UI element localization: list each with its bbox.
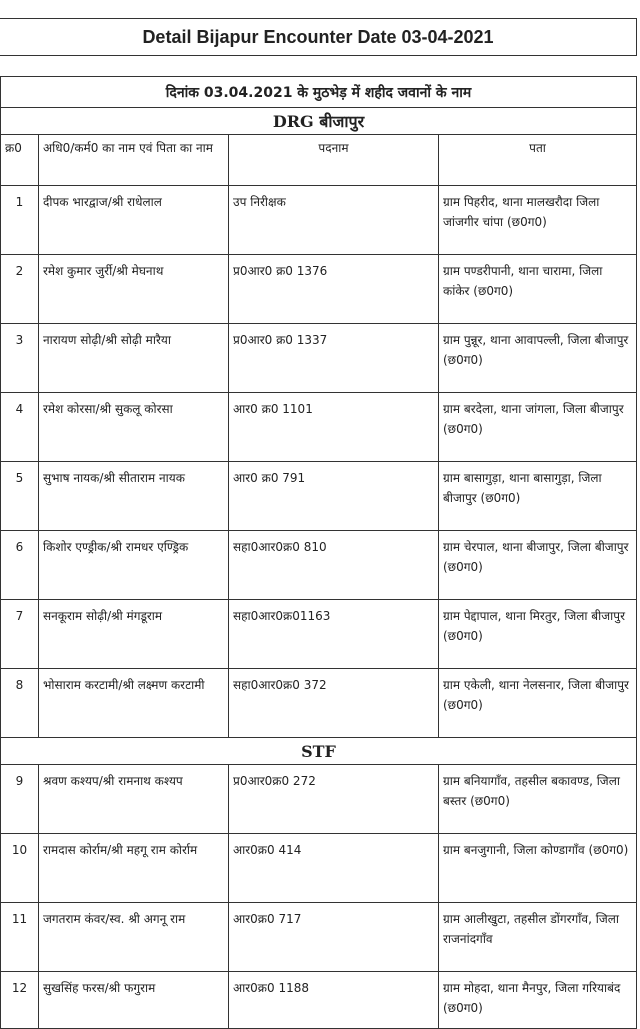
cell-name: सनकूराम सोढ़ी/श्री मंगडूराम (39, 600, 229, 669)
table-row (1, 669, 637, 738)
cell-name: जगतराम कंवर/स्व. श्री अगनू राम (39, 903, 229, 972)
column-header-address: पता (439, 135, 637, 186)
cell-name: सुभाष नायक/श्री सीताराम नायक (39, 462, 229, 531)
cell-name: किशोर एण्ड्रीक/श्री रामधर एण्ड्रिक (39, 531, 229, 600)
table-row (1, 600, 637, 669)
cell-serial-number: 3 (1, 324, 39, 393)
column-header-designation: पदनाम (229, 135, 439, 186)
cell-serial-number: 11 (1, 903, 39, 972)
cell-name: रमेश कुमार जुर्री/श्री मेघनाथ (39, 255, 229, 324)
section-unit-label: DRG बीजापुर (1, 108, 637, 135)
martyrs-table (0, 76, 637, 1029)
cell-serial-number: 6 (1, 531, 39, 600)
table-row (1, 324, 637, 393)
cell-serial-number: 5 (1, 462, 39, 531)
column-header-sn: क्र0 (1, 135, 39, 186)
cell-address: ग्राम पिहरीद, थाना मालखरौदा जिला जांजगीर चांपा (छ0ग0) (439, 186, 637, 255)
table-row (1, 972, 637, 1029)
cell-serial-number: 7 (1, 600, 39, 669)
cell-designation: आर0क्र0 414 (229, 834, 439, 903)
table-subtitle: दिनांक 03.04.2021 के मुठभेड़ में शहीद जवानों के नाम (1, 77, 637, 108)
table-row (1, 765, 637, 834)
cell-address: ग्राम बरदेला, थाना जांगला, जिला बीजापुर (छ0ग0) (439, 393, 637, 462)
cell-serial-number: 1 (1, 186, 39, 255)
cell-designation: आर0क्र0 717 (229, 903, 439, 972)
cell-serial-number: 2 (1, 255, 39, 324)
table-row (1, 393, 637, 462)
cell-name: रमेश कोरसा/श्री सुकलू कोरसा (39, 393, 229, 462)
cell-address: ग्राम एकेली, थाना नेलसनार, जिला बीजापुर (छ0ग0) (439, 669, 637, 738)
table-row (1, 186, 637, 255)
table-row (1, 903, 637, 972)
cell-designation: आर0क्र0 1188 (229, 972, 439, 1029)
cell-name: नारायण सोढ़ी/श्री सोढ़ी मारैया (39, 324, 229, 393)
cell-name: श्रवण कश्यप/श्री रामनाथ कश्यप (39, 765, 229, 834)
column-header-name: अधि0/कर्म0 का नाम एवं पिता का नाम (39, 135, 229, 186)
document-title: Detail Bijapur Encounter Date 03-04-2021 (0, 18, 637, 56)
cell-designation: प्र0आर0 क्र0 1376 (229, 255, 439, 324)
cell-address: ग्राम पण्डरीपानी, थाना चारामा, जिला कांकेर (छ0ग0) (439, 255, 637, 324)
cell-designation: प्र0आर0क्र0 272 (229, 765, 439, 834)
table-heading-row (1, 77, 637, 108)
cell-designation: आर0 क्र0 1101 (229, 393, 439, 462)
cell-address: ग्राम आलीखुटा, तहसील डोंगरगाँव, जिला राजनांदगाँव (439, 903, 637, 972)
cell-designation: सहा0आर0क्र01163 (229, 600, 439, 669)
cell-address: ग्राम पेद्दापाल, थाना मिरतुर, जिला बीजापुर (छ0ग0) (439, 600, 637, 669)
section-header-drg (1, 108, 637, 135)
cell-address: ग्राम पुन्नूर, थाना आवापल्ली, जिला बीजापुर (छ0ग0) (439, 324, 637, 393)
cell-address: ग्राम बनजुगानी, जिला कोण्डागाँव (छ0ग0) (439, 834, 637, 903)
cell-address: ग्राम बनियागाँव, तहसील बकावण्ड, जिला बस्तर (छ0ग0) (439, 765, 637, 834)
cell-address: ग्राम बासागुड़ा, थाना बासागुड़ा, जिला बीजापुर (छ0ग0) (439, 462, 637, 531)
cell-serial-number: 8 (1, 669, 39, 738)
cell-address: ग्राम मोहदा, थाना मैनपुर, जिला गरियाबंद (छ0ग0) (439, 972, 637, 1029)
table-row (1, 255, 637, 324)
cell-serial-number: 10 (1, 834, 39, 903)
cell-designation: सहा0आर0क्र0 810 (229, 531, 439, 600)
cell-name: दीपक भारद्वाज/श्री राधेलाल (39, 186, 229, 255)
cell-designation: सहा0आर0क्र0 372 (229, 669, 439, 738)
cell-designation: उप निरीक्षक (229, 186, 439, 255)
cell-address: ग्राम चेरपाल, थाना बीजापुर, जिला बीजापुर (छ0ग0) (439, 531, 637, 600)
table-row (1, 531, 637, 600)
table-row (1, 462, 637, 531)
section-unit-label: STF (1, 738, 637, 765)
cell-designation: आर0 क्र0 791 (229, 462, 439, 531)
column-header-row (1, 135, 637, 186)
cell-serial-number: 4 (1, 393, 39, 462)
cell-name: भोसाराम करटामी/श्री लक्ष्मण करटामी (39, 669, 229, 738)
cell-serial-number: 12 (1, 972, 39, 1029)
table-row (1, 834, 637, 903)
cell-name: रामदास कोर्राम/श्री महगू राम कोर्राम (39, 834, 229, 903)
cell-serial-number: 9 (1, 765, 39, 834)
cell-name: सुखसिंह फरस/श्री फगुराम (39, 972, 229, 1029)
section-header-stf (1, 738, 637, 765)
cell-designation: प्र0आर0 क्र0 1337 (229, 324, 439, 393)
